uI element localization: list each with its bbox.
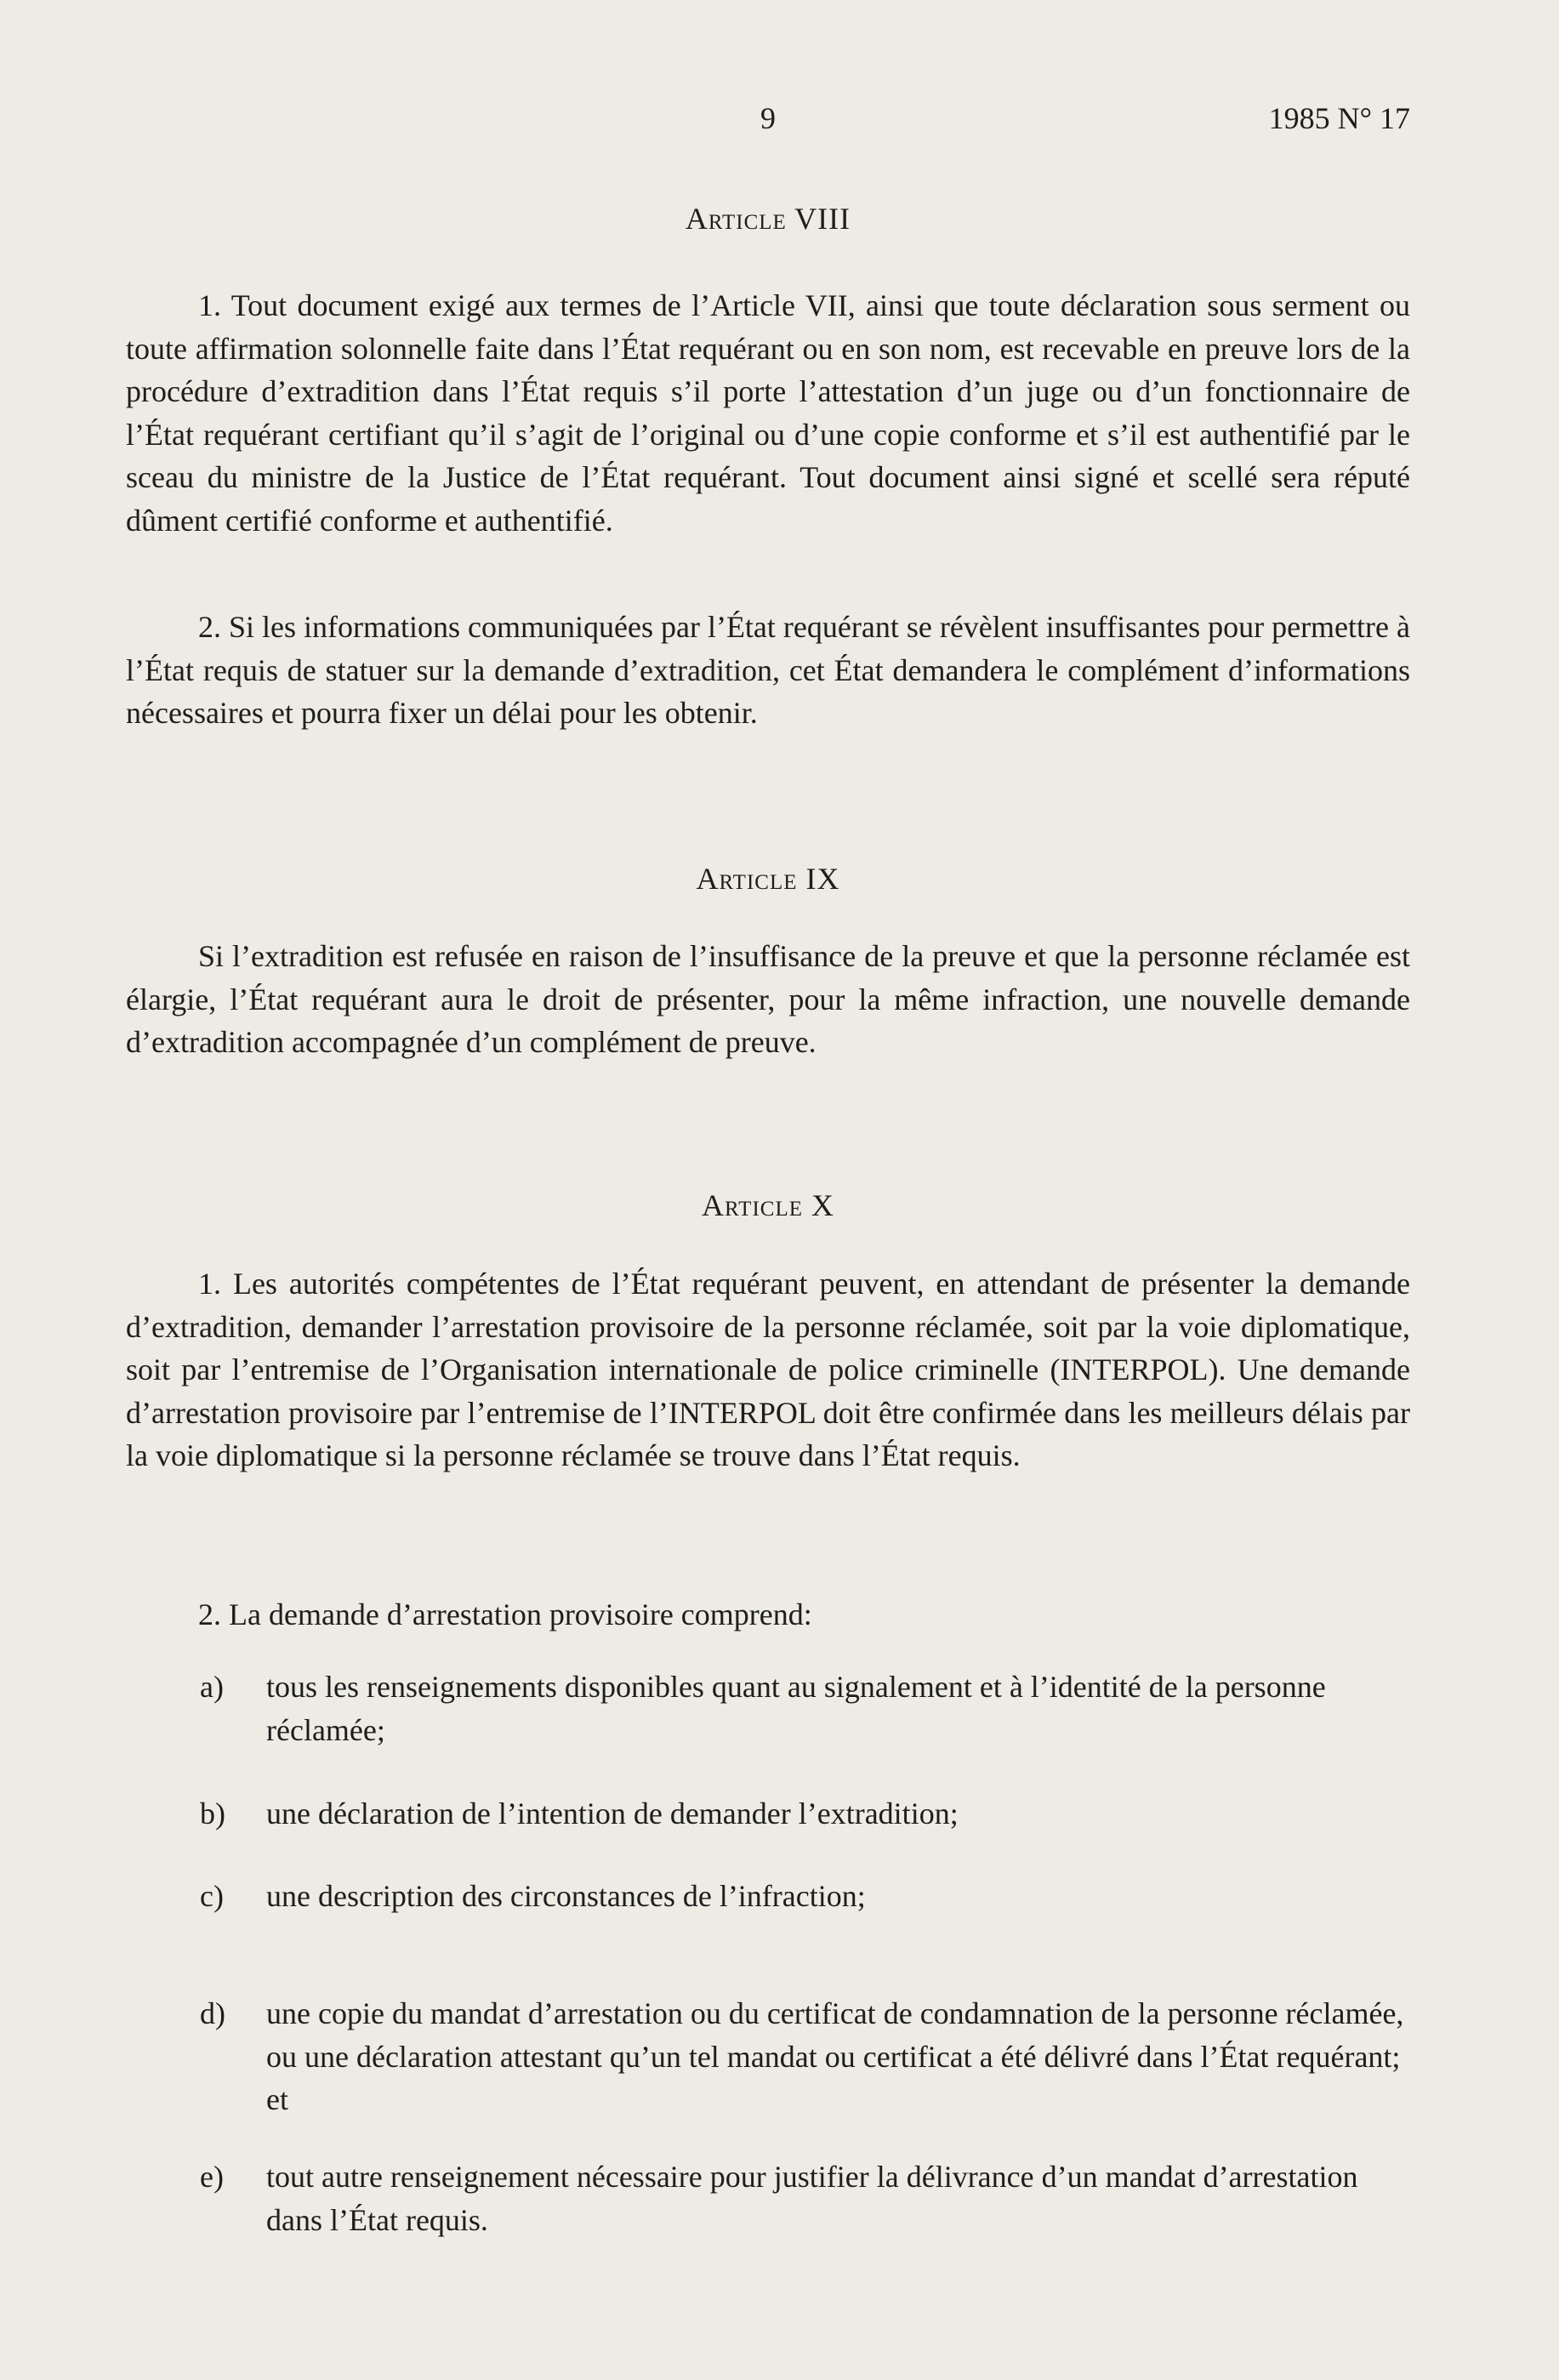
article-viii-paragraph-2: 2. Si les informations communiquées par l’État requérant se révèlent insuffisantes pour permettre à l’État requis de statuer sur la demande d’extradition, cet État demandera le complément d’informations nécessaires et pourra fixer un délai pour les obtenir. [126,610,1410,730]
list-item-text: une copie du mandat d’arrestation ou du certificat de condamnation de la personne réclamée, ou une déclaration attestant qu’un tel mandat ou certificat a été délivré dans l’État requérant; et [266,1996,1404,2116]
page-number: 9 [760,101,776,135]
article-viii-heading: Article VIII [685,202,851,236]
article-ix-heading: Article IX [696,862,840,896]
list-item-text: tous les renseignements disponibles quant au signalement et à l’identité de la personne réclamée; [266,1670,1326,1747]
list-item-text: une description des circonstances de l’infraction; [266,1879,866,1913]
list-item-label: b) [200,1796,225,1831]
article-viii-paragraph-1: 1. Tout document exigé aux termes de l’Article VII, ainsi que toute déclaration sous serment ou toute affirmation solonnelle faite dans l’État requérant ou en son nom, est recevable en preuve lors de la procédure d’extradition dans l’État requis s’il porte l’attestation d’un juge ou d’un fonctionnaire de l’État requérant certifiant qu’il s’agit de l’original ou d’une copie conforme et s’il est authentifié par le sceau du ministre de la Justice de l’État requérant. Tout document ainsi signé et scellé sera réputé dûment certifié conforme et authentifié. [126,288,1410,538]
list-item-label: d) [200,1996,225,2030]
list-item-b [200,1792,1410,1836]
article-x-paragraph-2: 2. La demande d’arrestation provisoire comprend: [198,1597,812,1631]
document-number: 1985 N° 17 [1268,101,1410,135]
list-item-text: tout autre renseignement nécessaire pour justifier la délivrance d’un mandat d’arrestation dans l’État requis. [266,2160,1358,2237]
list-item-text: une déclaration de l’intention de demander l’extradition; [266,1796,959,1831]
list-item-a [200,1665,1410,1751]
list-item-label: c) [200,1879,224,1913]
list-item-label: a) [200,1670,224,1704]
page-header [126,100,1410,143]
list-item-c [200,1875,1410,1918]
list-item-e [200,2155,1410,2241]
article-ix-paragraph-1: Si l’extradition est refusée en raison de l’insuffisance de la preuve et que la personne réclamée est élargie, l’État requérant aura le droit de présenter, pour la même infraction, une nouvelle demande d’extradition accompagnée d’un complément de preuve. [126,939,1410,1059]
list-item-d [200,1992,1410,2121]
article-x-heading: Article X [702,1188,834,1222]
article-x-paragraph-1: 1. Les autorités compétentes de l’État requérant peuvent, en attendant de présenter la demande d’extradition, demander l’arrestation provisoire de la personne réclamée, soit par la voie diplomatique, soit par l’entremise de l’Organisation internationale de police criminelle (INTERPOL). Une demande d’arrestation provisoire par l’entremise de l’INTERPOL doit être confirmée dans les meilleurs délais par la voie diplomatique si la personne réclamée se trouve dans l’État requis. [126,1267,1410,1472]
list-item-label: e) [200,2160,224,2194]
